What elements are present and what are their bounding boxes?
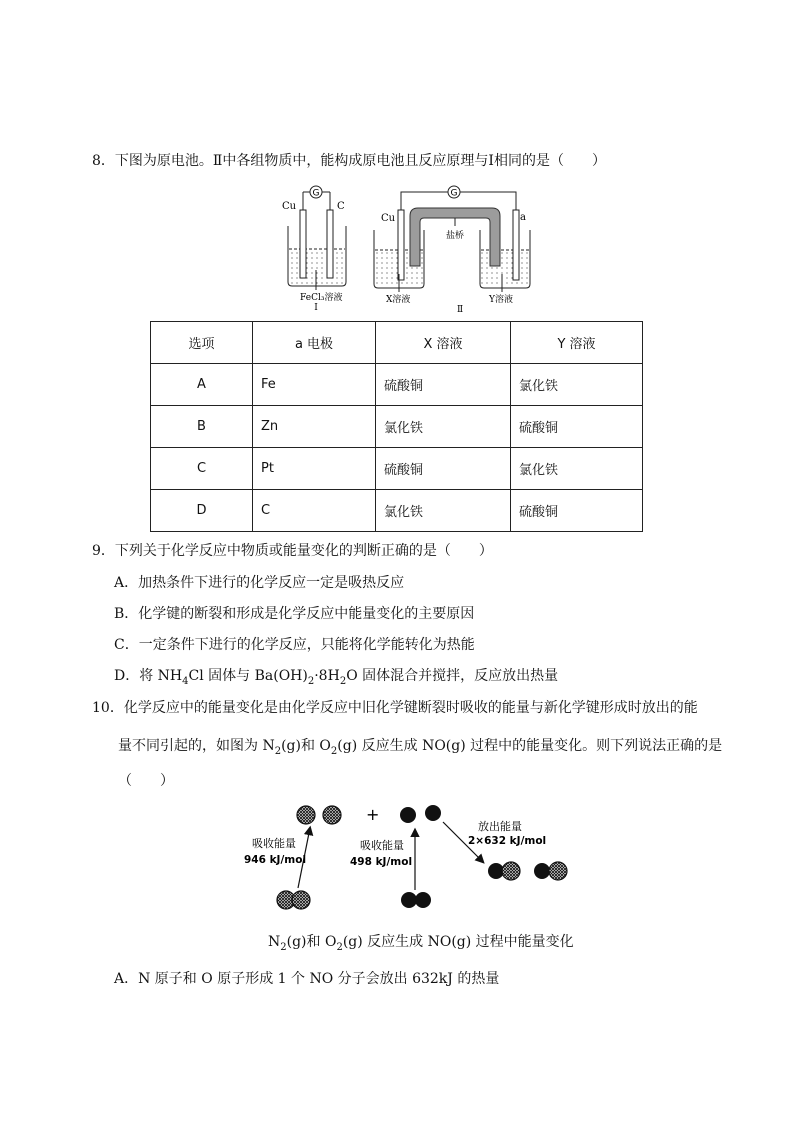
table-row [151,448,643,490]
table-cell: C [253,490,376,532]
electrode-cu-1 [300,210,306,278]
cell-2-left-solution-label: X溶液 [386,295,411,305]
electrode-a-2 [513,210,519,280]
electrode-cu-2 [398,210,404,280]
table-cell: 氯化铁 [511,448,643,490]
table-cell: D [151,490,253,532]
cell-2-right-solution-label: Y溶液 [489,295,513,305]
o-atom [425,805,441,821]
cell-2-left-electrode-label: Cu [381,213,396,224]
table-cell: Fe [253,364,376,406]
absorb-energy-1-label: 吸收能量 [252,837,296,850]
cell-1-left-electrode-label: Cu [282,201,297,212]
o2-molecule [401,892,417,908]
absorb-energy-2-label: 吸收能量 [360,839,404,852]
question-9-option-c: C．一定条件下进行的化学反应，只能将化学能转化为热能 [114,637,475,653]
no-molecule [534,863,550,879]
table-cell: 硫酸铜 [511,406,643,448]
electrode-c-1 [327,210,333,278]
table-cell: A [151,364,253,406]
release-energy-value: 2×632 kJ/mol [468,835,547,847]
cell-1-label: Ⅰ [314,303,318,313]
question-9-option-a: A．加热条件下进行的化学反应一定是吸热反应 [114,575,405,591]
cell-2-right-electrode-label: a [520,212,526,223]
table-cell: 氯化铁 [376,490,511,532]
absorb-energy-1-value: 946 kJ/mol [244,854,307,866]
question-8-stem: 8．下图为原电池。Ⅱ中各组物质中，能构成原电池且反应原理与Ⅰ相同的是（ ） [92,153,606,169]
plus-sign: + [366,805,380,824]
table-header: Y 溶液 [511,322,643,364]
table-header: X 溶液 [376,322,511,364]
solution-1 [289,249,345,285]
n-atom [297,806,315,824]
table-row [151,364,643,406]
energy-change-figure [244,800,578,920]
question-10-stem-line2: 量不同引起的，如图为 $N_2(g)$和 $O_2(g)$ 反应生成 NO(g) 过程中的能量变化。则下列说法正确的是 [118,738,723,757]
o-atom [400,807,416,823]
cell-1 [282,186,346,313]
table-cell: 硫酸铜 [376,364,511,406]
table-cell: 氯化铁 [376,406,511,448]
question-10-option-a: A．N 原子和 O 原子形成 1 个 NO 分子会放出 632kJ 的热量 [114,971,500,987]
table-cell: Zn [253,406,376,448]
release-energy-label: 放出能量 [478,820,522,833]
cell-1-solution-label: FeCl₃溶液 [300,293,343,303]
question-10-stem-line3: （ ） [118,773,174,789]
n-atom [323,806,341,824]
galvanic-cell-figure [270,186,530,315]
question-10-stem-line1: 10．化学反应中的能量变化是由化学反应中旧化学键断裂时吸收的能量与新化学键形成时放出的能 [92,700,698,716]
galvanometer-2-label: G [450,188,458,199]
question-9-option-b: B．化学键的断裂和形成是化学反应中能量变化的主要原因 [114,606,475,622]
galvanometer-1-label: G [312,188,320,199]
options-table [150,321,643,532]
table-cell: C [151,448,253,490]
table-row [151,406,643,448]
cell-1-right-electrode-label: C [337,201,345,212]
table-header: a 电极 [253,322,376,364]
table-row [151,490,643,532]
salt-bridge-label: 盐桥 [445,231,465,241]
table-cell: B [151,406,253,448]
energy-figure-caption: $N_2(g)$和 $O_2(g)$ 反应生成 NO(g) 过程中能量变化 [268,934,574,953]
question-9-option-d: D．将 $NH_4Cl$ 固体与 $Ba(OH)_2\cdot 8H_2O$ 固体混合并搅拌，反应放出热量 [114,668,559,687]
table-header-row [151,322,643,364]
table-cell: 硫酸铜 [511,490,643,532]
question-9-stem: 9．下列关于化学反应中物质或能量变化的判断正确的是（ ） [92,543,493,559]
table-cell: 氯化铁 [511,364,643,406]
cell-2-label: Ⅱ [456,305,464,315]
cell-2 [374,186,530,315]
table-header: 选项 [151,322,253,364]
table-cell: 硫酸铜 [376,448,511,490]
absorb-energy-2-value: 498 kJ/mol [350,856,413,868]
table-cell: Pt [253,448,376,490]
